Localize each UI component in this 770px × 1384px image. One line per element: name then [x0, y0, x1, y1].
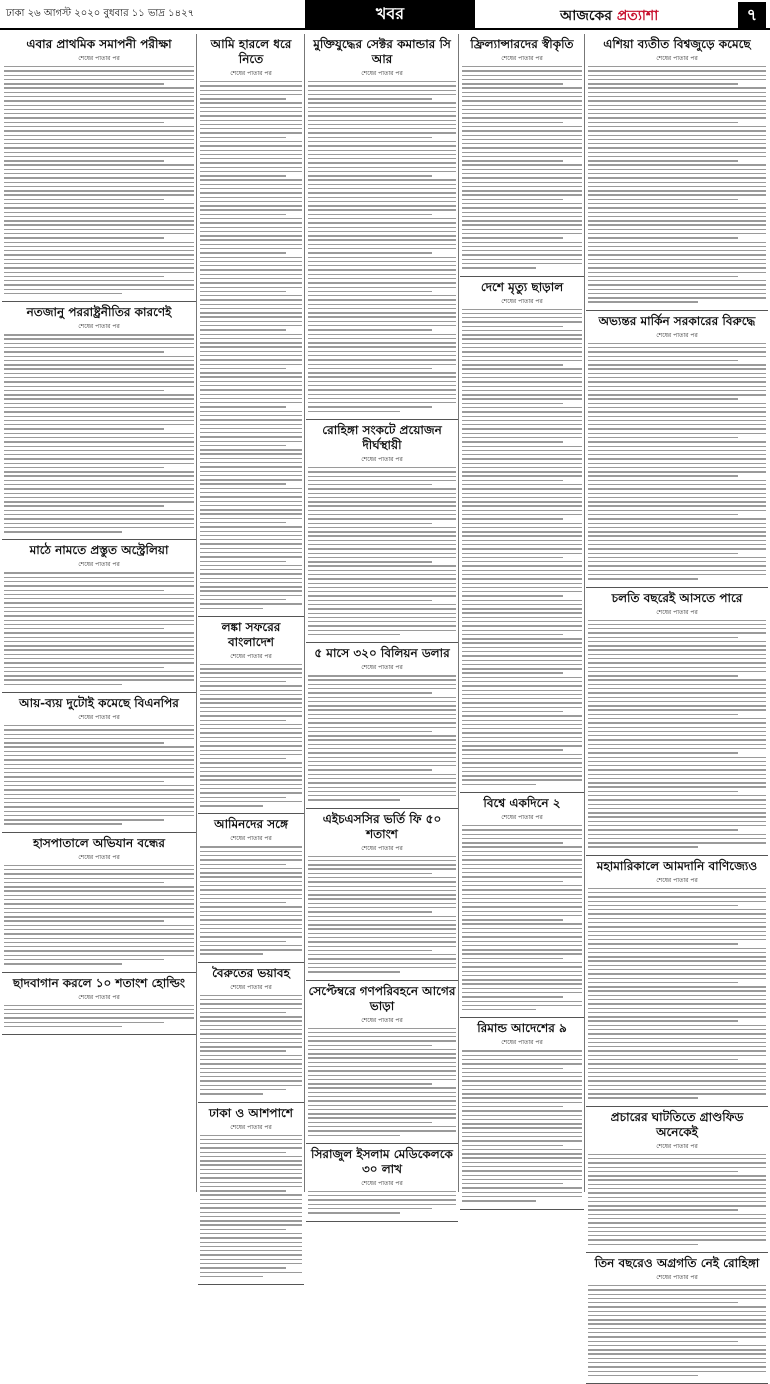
- news-article[interactable]: [198, 1103, 304, 1286]
- article-body-text: [4, 725, 194, 825]
- article-byline: শেষের পাতার পর: [230, 1123, 272, 1131]
- article-byline: শেষের পাতার পর: [78, 853, 120, 861]
- article-body-text: [588, 343, 766, 580]
- news-article[interactable]: [2, 833, 196, 973]
- news-article[interactable]: [306, 643, 458, 808]
- article-headline[interactable]: ছাদবাগান করলে ১০ শতাংশ হোল্ডিং: [12, 975, 186, 990]
- article-headline[interactable]: মুক্তিযুদ্ধের সেক্টর কমান্ডার সি আর: [313, 37, 451, 66]
- article-headline[interactable]: আয়-ব্যয় দুটোই কমেছে বিএনপির: [19, 696, 179, 710]
- article-headline[interactable]: সেপ্টেম্বরে গণপরিবহনে আগের ভাড়া: [308, 983, 456, 1013]
- article-byline: শেষের পাতার পর: [78, 55, 120, 62]
- article-byline: শেষের পাতার পর: [78, 323, 120, 331]
- article-body-text: [462, 825, 582, 1010]
- news-column: [2, 34, 196, 1035]
- article-byline: শেষের পাতার পর: [501, 1039, 543, 1047]
- news-column: [306, 34, 458, 1222]
- article-byline: শেষের পাতার পর: [501, 297, 543, 305]
- news-article[interactable]: [198, 963, 304, 1103]
- news-column: [198, 34, 304, 1285]
- column-rule: [196, 34, 197, 1192]
- news-article[interactable]: [2, 34, 196, 302]
- article-headline[interactable]: এশিয়া ব্যতীত বিশ্বজুড়ে কমেছে: [603, 37, 751, 51]
- article-headline[interactable]: দেশে মৃত্যু ছাড়াল: [480, 279, 564, 294]
- page-header: [0, 0, 770, 30]
- article-byline: শেষের পাতার পর: [361, 70, 403, 77]
- article-body-text: [462, 309, 582, 786]
- news-article[interactable]: [586, 1107, 768, 1253]
- article-body-text: [200, 995, 302, 1095]
- article-byline: শেষের পাতার পর: [656, 331, 698, 339]
- news-article[interactable]: [306, 34, 458, 420]
- article-headline[interactable]: লঙ্কা সফরের বাংলাদেশ: [221, 619, 281, 649]
- article-body-text: [4, 1005, 194, 1028]
- article-body-text: [308, 1028, 456, 1136]
- news-article[interactable]: [460, 34, 584, 277]
- article-body-text: [588, 1285, 766, 1376]
- article-body-text: [308, 81, 456, 412]
- article-byline: শেষের পাতার পর: [361, 1179, 403, 1187]
- news-article[interactable]: [306, 981, 458, 1144]
- article-headline[interactable]: ৫ মাসে ৩২০ বিলিয়ন ডলার: [314, 646, 450, 661]
- article-body-text: [200, 1135, 302, 1278]
- article-body-text: [4, 334, 194, 532]
- column-rule: [304, 34, 305, 1192]
- news-article[interactable]: [198, 814, 304, 962]
- article-body-text: [588, 620, 766, 848]
- article-body-text: [308, 1191, 456, 1214]
- article-headline[interactable]: হাসপাতালে অভিযান বন্ধের: [33, 835, 165, 850]
- logo-main-text: আজকের: [560, 8, 612, 24]
- article-headline[interactable]: মহামারিকালে আমদানি বাণিজ্যেও: [596, 858, 758, 873]
- article-byline: শেষের পাতার পর: [230, 652, 272, 660]
- article-body-text: [200, 846, 302, 954]
- news-article[interactable]: [2, 973, 196, 1036]
- article-headline[interactable]: বিশ্বে একদিনে ২: [483, 796, 561, 810]
- news-article[interactable]: [306, 809, 458, 981]
- article-body-text: [4, 865, 194, 965]
- article-headline[interactable]: সিরাজুল ইসলাম মেডিকেলকে ৩০ লাখ: [311, 1146, 453, 1176]
- section-title: খবর: [305, 0, 475, 28]
- newspaper-logo: [560, 4, 658, 28]
- news-article[interactable]: [460, 793, 584, 1018]
- article-headline[interactable]: নতজানু পররাষ্ট্রনীতির কারণেই: [26, 305, 172, 320]
- article-byline: শেষের পাতার পর: [501, 814, 543, 821]
- article-byline: শেষের পাতার পর: [361, 1016, 403, 1024]
- article-headline[interactable]: ফ্রিল্যান্সারদের স্বীকৃতি: [470, 37, 574, 51]
- article-headline[interactable]: প্রচারের ঘাটতিতে গ্রাণ্ডফিড অনেকেই: [610, 1109, 744, 1139]
- article-byline: শেষের পাতার পর: [361, 844, 403, 852]
- article-byline: শেষের পাতার পর: [78, 714, 120, 721]
- column-rule: [584, 34, 585, 1192]
- article-body-text: [200, 81, 302, 609]
- article-headline[interactable]: অভ্যন্তর মার্কিন সরকারের বিরুদ্ধে: [598, 313, 756, 328]
- article-byline: শেষের পাতার পর: [656, 55, 698, 62]
- article-body-text: [308, 467, 456, 635]
- logo-accent-text: প্রত্যাশা: [616, 8, 659, 24]
- article-body-text: [308, 856, 456, 973]
- article-byline: শেষের পাতার পর: [501, 55, 543, 62]
- article-byline: শেষের পাতার পর: [656, 1273, 698, 1281]
- article-headline[interactable]: আমিনদের সঙ্গে: [214, 817, 288, 832]
- news-article[interactable]: [460, 277, 584, 794]
- article-body-text: [200, 664, 302, 807]
- article-byline: শেষের পাতার পর: [230, 983, 272, 991]
- news-article[interactable]: [586, 588, 768, 856]
- article-headline[interactable]: মাঠে নামতে প্রস্তুত অস্ট্রেলিয়া: [29, 543, 169, 558]
- article-body-text: [462, 1050, 582, 1201]
- article-byline: শেষের পাতার পর: [361, 664, 403, 672]
- news-article[interactable]: [198, 617, 304, 815]
- news-article[interactable]: [586, 1253, 768, 1384]
- news-article[interactable]: [460, 1018, 584, 1209]
- article-headline[interactable]: রোহিঙ্গা সংকটে প্রয়োজন দীর্ঘস্থায়ী: [322, 422, 442, 452]
- news-column: [460, 34, 584, 1210]
- article-body-text: [4, 66, 194, 294]
- news-article[interactable]: [586, 34, 768, 311]
- article-byline: শেষের পাতার পর: [78, 993, 120, 1001]
- article-headline[interactable]: এবার প্রাথমিক সমাপনী পরীক্ষা: [26, 37, 172, 51]
- news-column: [586, 34, 768, 1384]
- article-byline: শেষের পাতার পর: [361, 455, 403, 463]
- article-byline: শেষের পাতার পর: [656, 608, 698, 616]
- article-byline: শেষের পাতার পর: [656, 876, 698, 884]
- news-article[interactable]: [198, 34, 304, 617]
- article-headline[interactable]: রিমান্ড আদেশের ৯: [477, 1021, 567, 1036]
- issue-date: ঢাকা ২৬ আগস্ট ২০২০ বুধবার ১১ ভাদ্র ১৪২৭: [6, 8, 195, 19]
- article-byline: শেষের পাতার পর: [230, 835, 272, 843]
- news-article[interactable]: [586, 311, 768, 588]
- article-body-text: [588, 888, 766, 1099]
- article-body-text: [588, 66, 766, 303]
- article-byline: শেষের পাতার পর: [230, 70, 272, 77]
- article-headline[interactable]: চলতি বছরেই আসতে পারে: [611, 590, 743, 605]
- article-byline: শেষের পাতার পর: [656, 1142, 698, 1150]
- article-headline[interactable]: ঢাকা ও আশপাশে: [209, 1105, 293, 1120]
- article-body-text: [4, 572, 194, 685]
- news-article[interactable]: [586, 856, 768, 1107]
- article-body-text: [308, 675, 456, 801]
- article-byline: শেষের পাতার পর: [78, 561, 120, 569]
- article-body-text: [462, 66, 582, 269]
- article-headline[interactable]: এইচএসসির ভর্তি ফি ৫০ শতাংশ: [322, 811, 442, 841]
- news-article[interactable]: [2, 693, 196, 833]
- news-article[interactable]: [2, 540, 196, 693]
- article-headline[interactable]: তিন বছরেও অগ্রগতি নেই রোহিঙ্গা: [594, 1255, 760, 1270]
- news-article[interactable]: [306, 420, 458, 643]
- article-body-text: [588, 1154, 766, 1245]
- column-rule: [458, 34, 459, 1192]
- article-headline[interactable]: আমি হারলে ধরে নিতে: [210, 37, 292, 66]
- news-article[interactable]: [2, 302, 196, 540]
- news-article[interactable]: [306, 1144, 458, 1222]
- article-headline[interactable]: বৈরুতের ভয়াবহ: [212, 965, 290, 980]
- page-number: ৭: [738, 2, 766, 28]
